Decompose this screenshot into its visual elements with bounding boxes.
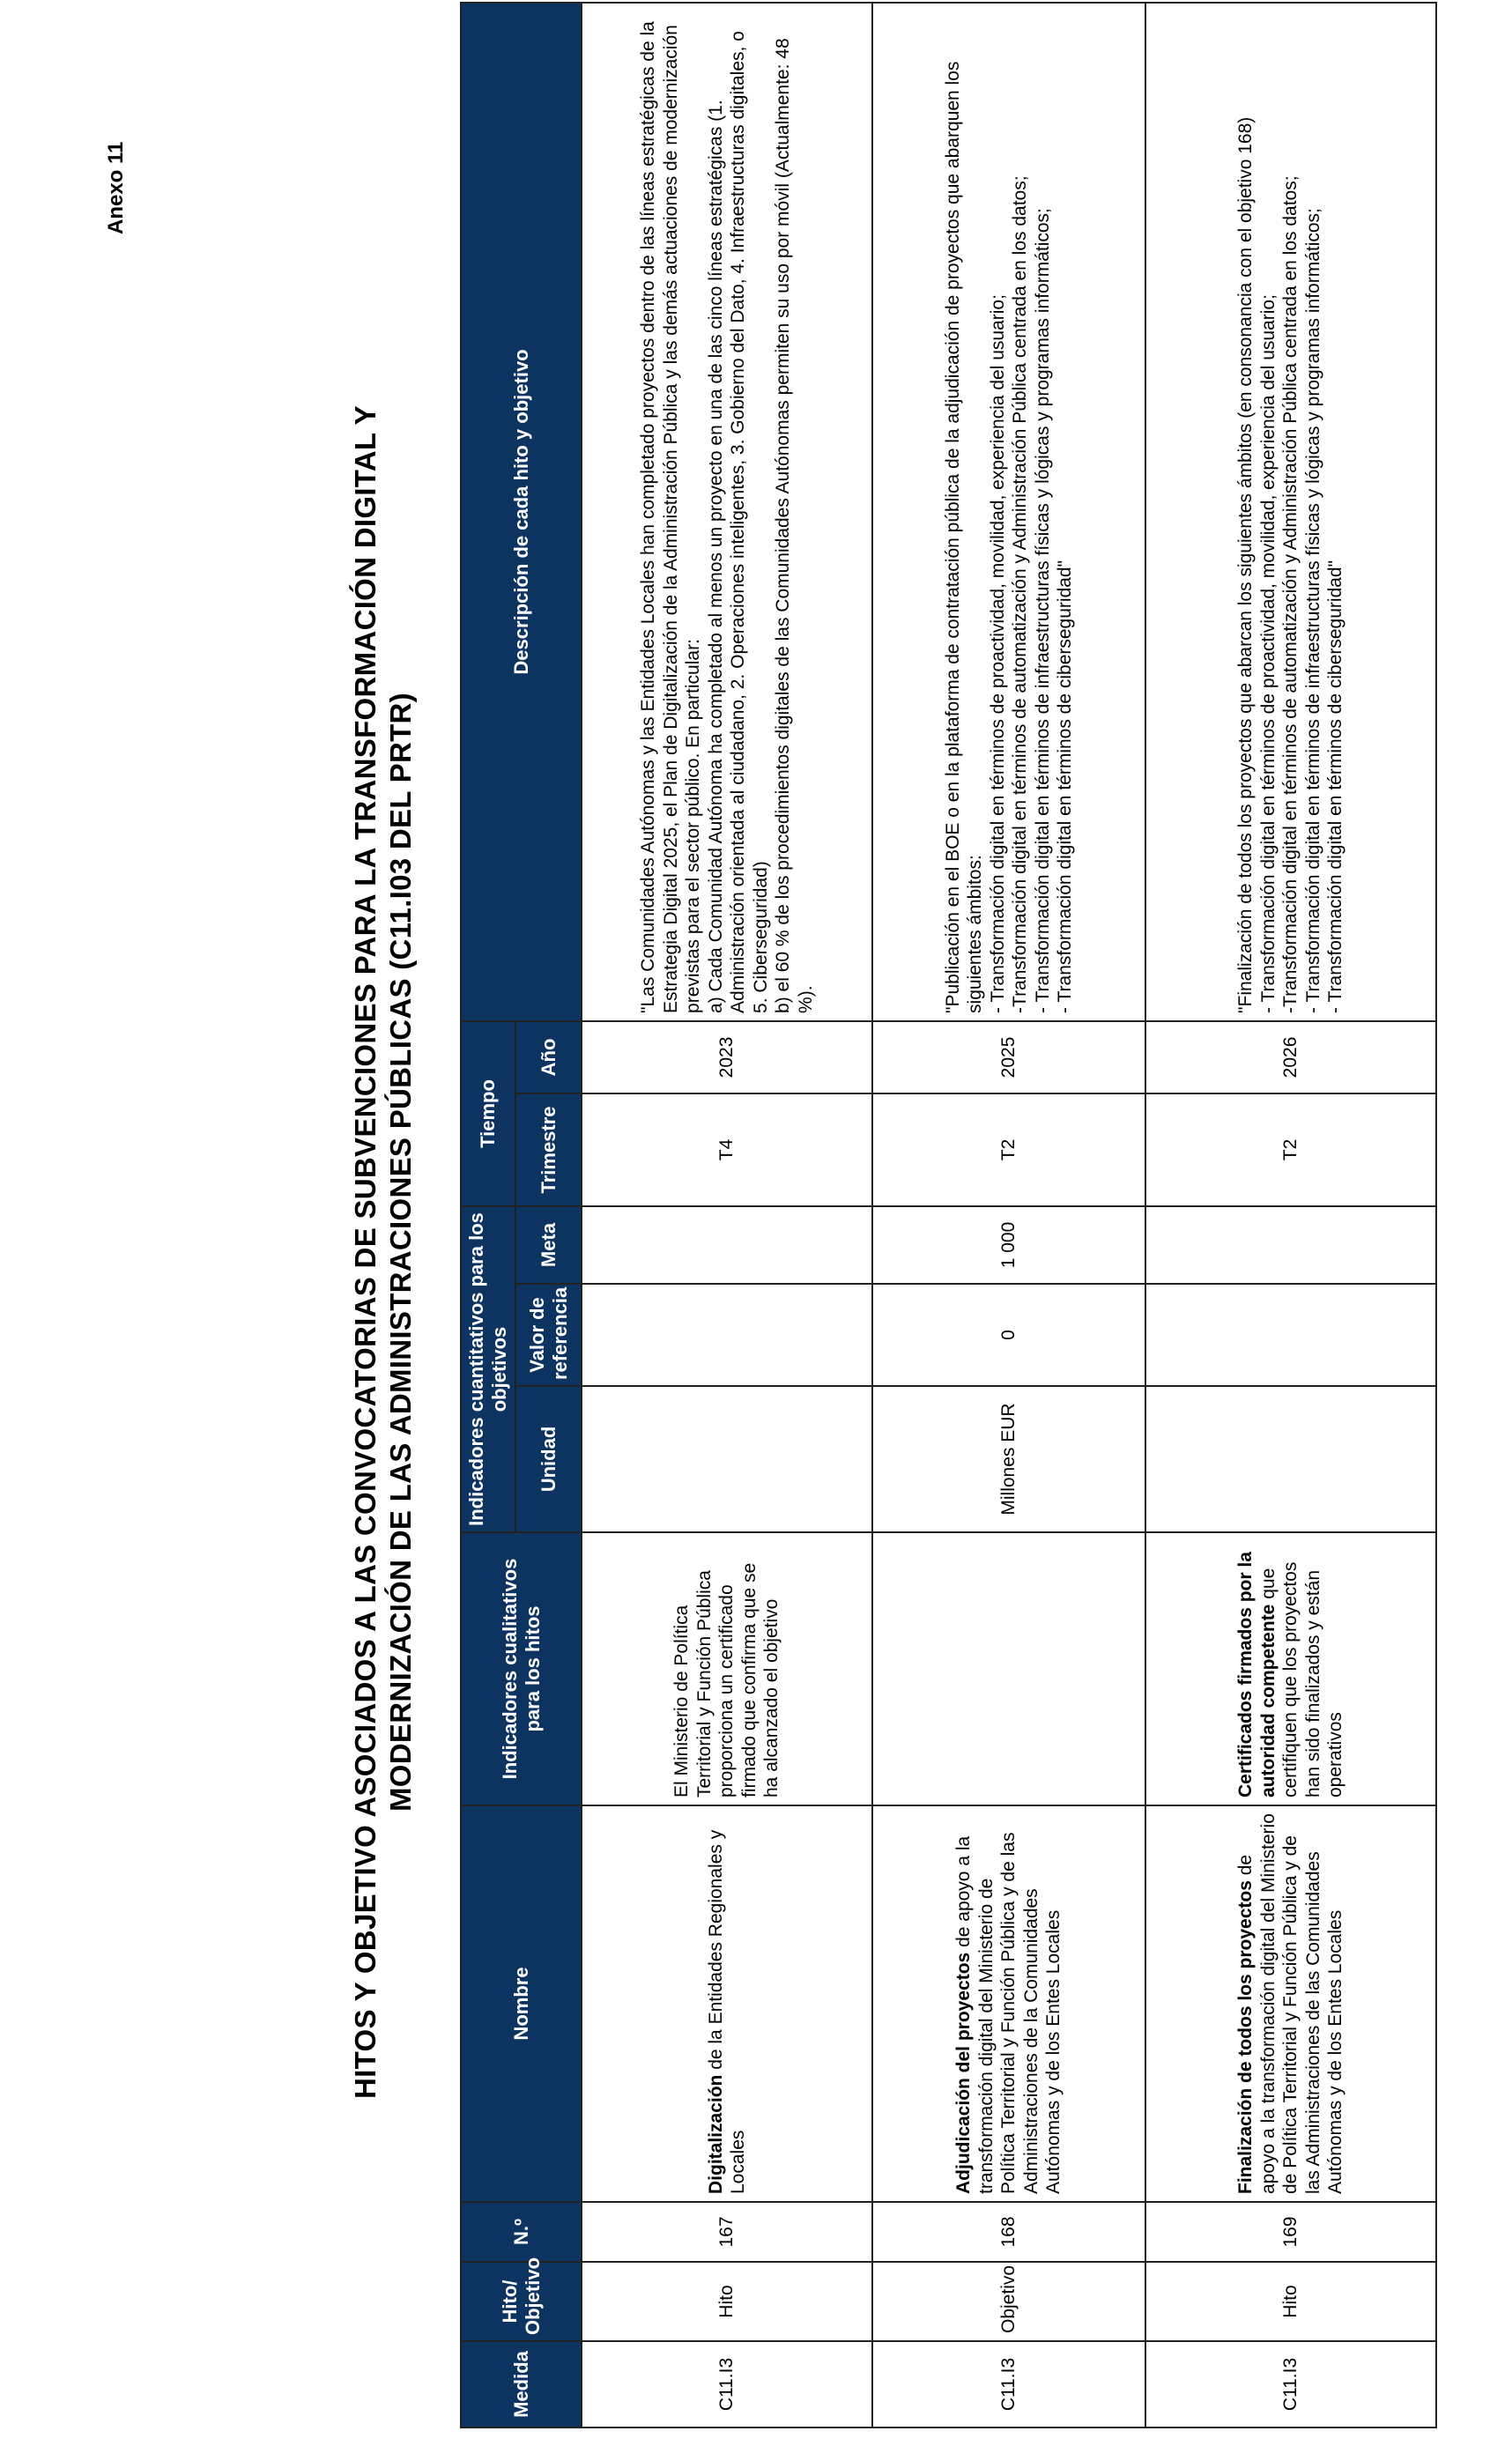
cell-tipo: Hito (1145, 2262, 1436, 2341)
cualitativo-rest: que certifiquen que los proyectos han sido finalizados y están operativos (1257, 1561, 1346, 1797)
header-hito-objetivo: Hito/ Objetivo (461, 2262, 582, 2341)
cell-trimestre: T2 (872, 1093, 1145, 1206)
cell-tipo: Hito (582, 2262, 872, 2341)
header-descripcion: Descripción de cada hito y objetivo (461, 3, 582, 1021)
cell-anio: 2025 (872, 1021, 1145, 1093)
table-row (582, 3, 872, 2427)
cell-valor-referencia: 0 (872, 1284, 1145, 1386)
cell-unidad (582, 1386, 872, 1532)
cell-descripcion (872, 3, 1145, 1021)
cell-numero: 169 (1145, 2202, 1436, 2262)
descripcion-line: -Transformación digital en términos de automatización y Administración Pública centrada en los datos; (1280, 175, 1301, 1013)
annex-label: Anexo 11 (104, 141, 128, 234)
cell-anio: 2026 (1145, 1021, 1436, 1093)
cell-trimestre: T2 (1145, 1093, 1436, 1206)
cell-tipo: Objetivo (872, 2262, 1145, 2341)
descripcion-line: - Transformación digital en términos de proactividad, movilidad, experiencia del usuario; (987, 294, 1008, 1013)
header-meta: Meta (515, 1206, 582, 1284)
descripcion-line: a) Cada Comunidad Autónoma ha completado al menos un proyecto en una de las cinco líneas estratégicas (1. Administración orientada al ciudadano, 2. Operaciones inteligentes, 3. Gobierno del Dato, 4. Infraestructuras digitales, o 5. Ciberseguridad) (705, 31, 771, 1013)
cell-valor-referencia (582, 1284, 872, 1386)
header-tiempo: Tiempo (461, 1021, 515, 1206)
descripcion-line: "Las Comunidades Autónomas y las Entidades Locales han completado proyectos dentro de las líneas estratégicas de la Estrategia Digital 2025, el Plan de Digitalización de la Administración Pública y las demás actuaciones de modernización previstas para el sector público. En particular: (638, 21, 703, 1013)
header-cuantitativos: Indicadores cuantitativos para los objetivos (461, 1206, 515, 1532)
nombre-bold: Adjudicación del proyectos (953, 1952, 975, 2194)
table-row (1145, 3, 1436, 2427)
table-row (872, 3, 1145, 2427)
cell-valor-referencia (1145, 1284, 1436, 1386)
header-valor-referencia: Valor de referencia (515, 1284, 582, 1386)
cell-cualitativo (1145, 1532, 1436, 1805)
descripcion-line: - Transformación digital en términos de ciberseguridad" (1055, 560, 1075, 1013)
title-line-2: MODERNIZACIÓN DE LAS ADMINISTRACIONES PÚBLICAS (C11.I03 DEL PRTR) (384, 693, 417, 1812)
cell-nombre (872, 1805, 1145, 2202)
header-cualitativos: Indicadores cualitativos para los hitos (461, 1532, 582, 1805)
milestones-table (460, 2, 1437, 2428)
nombre-rest: de apoyo a la transformación digital del Ministerio de Política Territorial y Función Pública y de las Administraciones de la Comunidades Autónomas y de los Entes Locales (953, 1832, 1064, 2194)
descripcion-line: - Transformación digital en términos de infraestructuras físicas y lógicas y programas informáticos; (1302, 208, 1323, 1013)
nombre-rest: de la Entidades Regionales y Locales (705, 1829, 748, 2194)
header-numero: N.º (461, 2202, 582, 2262)
descripcion-line: "Publicación en el BOE o en la plataforma de contratación pública de la adjudicación de proyectos que abarquen los siguientes ámbitos: (942, 61, 985, 1013)
cell-nombre (1145, 1805, 1436, 2202)
cell-descripcion (1145, 3, 1436, 1021)
descripcion-line: "Finalización de todos los proyectos que abarcan los siguientes ámbitos (en consonancia con el objetivo 168) (1235, 116, 1256, 1013)
cell-cualitativo (872, 1532, 1145, 1805)
cell-trimestre: T4 (582, 1093, 872, 1206)
cell-cualitativo: El Ministerio de Política Territorial y Función Pública proporciona un certificado firmado que confirma que se ha alcanzado el objetivo (582, 1532, 872, 1805)
cell-anio: 2023 (582, 1021, 872, 1093)
cell-meta (1145, 1206, 1436, 1284)
cell-unidad (1145, 1386, 1436, 1532)
header-anio: Año (515, 1021, 582, 1093)
header-trimestre: Trimestre (515, 1093, 582, 1206)
cell-numero: 167 (582, 2202, 872, 2262)
descripcion-line: - Transformación digital en términos de infraestructuras físicas y lógicas y programas informáticos; (1032, 208, 1053, 1013)
nombre-bold: Finalización de todos los proyectos (1235, 1880, 1256, 2194)
cell-unidad: Millones EUR (872, 1386, 1145, 1532)
descripcion-line: b) el 60 % de los procedimientos digitales de las Comunidades Autónomas permiten su uso por móvil (Actualmente: 48 %). (773, 38, 816, 1013)
nombre-rest: de apoyo a la transformación digital del Ministerio de Política Territorial y Función Pública y de las Administraciones de las Comunidades Autónomas y de los Entes Locales (1235, 1813, 1346, 2194)
page-title (348, 111, 419, 2393)
cell-descripcion (582, 3, 872, 1021)
header-medida: Medida (461, 2341, 582, 2427)
cell-medida: C11.I3 (1145, 2341, 1436, 2427)
descripcion-line: -Transformación digital en términos de automatización y Administración Pública centrada en los datos; (1010, 175, 1030, 1013)
cell-medida: C11.I3 (872, 2341, 1145, 2427)
descripcion-line: - Transformación digital en términos de ciberseguridad" (1325, 560, 1346, 1013)
cell-meta (582, 1206, 872, 1284)
header-nombre: Nombre (461, 1805, 582, 2202)
cell-medida: C11.I3 (582, 2341, 872, 2427)
cell-numero: 168 (872, 2202, 1145, 2262)
header-unidad: Unidad (515, 1386, 582, 1532)
cell-nombre (582, 1805, 872, 2202)
cualitativo-bold: Certificados firmados por la autoridad competente (1235, 1552, 1279, 1797)
cell-meta: 1 000 (872, 1206, 1145, 1284)
title-line-1: HITOS Y OBJETIVO ASOCIADOS A LAS CONVOCATORIAS DE SUBVENCIONES PARA LA TRANSFORMACIÓN DIGITAL Y (349, 405, 382, 2099)
descripcion-line: - Transformación digital en términos de proactividad, movilidad, experiencia del usuario; (1257, 294, 1279, 1013)
nombre-bold: Digitalización (705, 2074, 726, 2194)
